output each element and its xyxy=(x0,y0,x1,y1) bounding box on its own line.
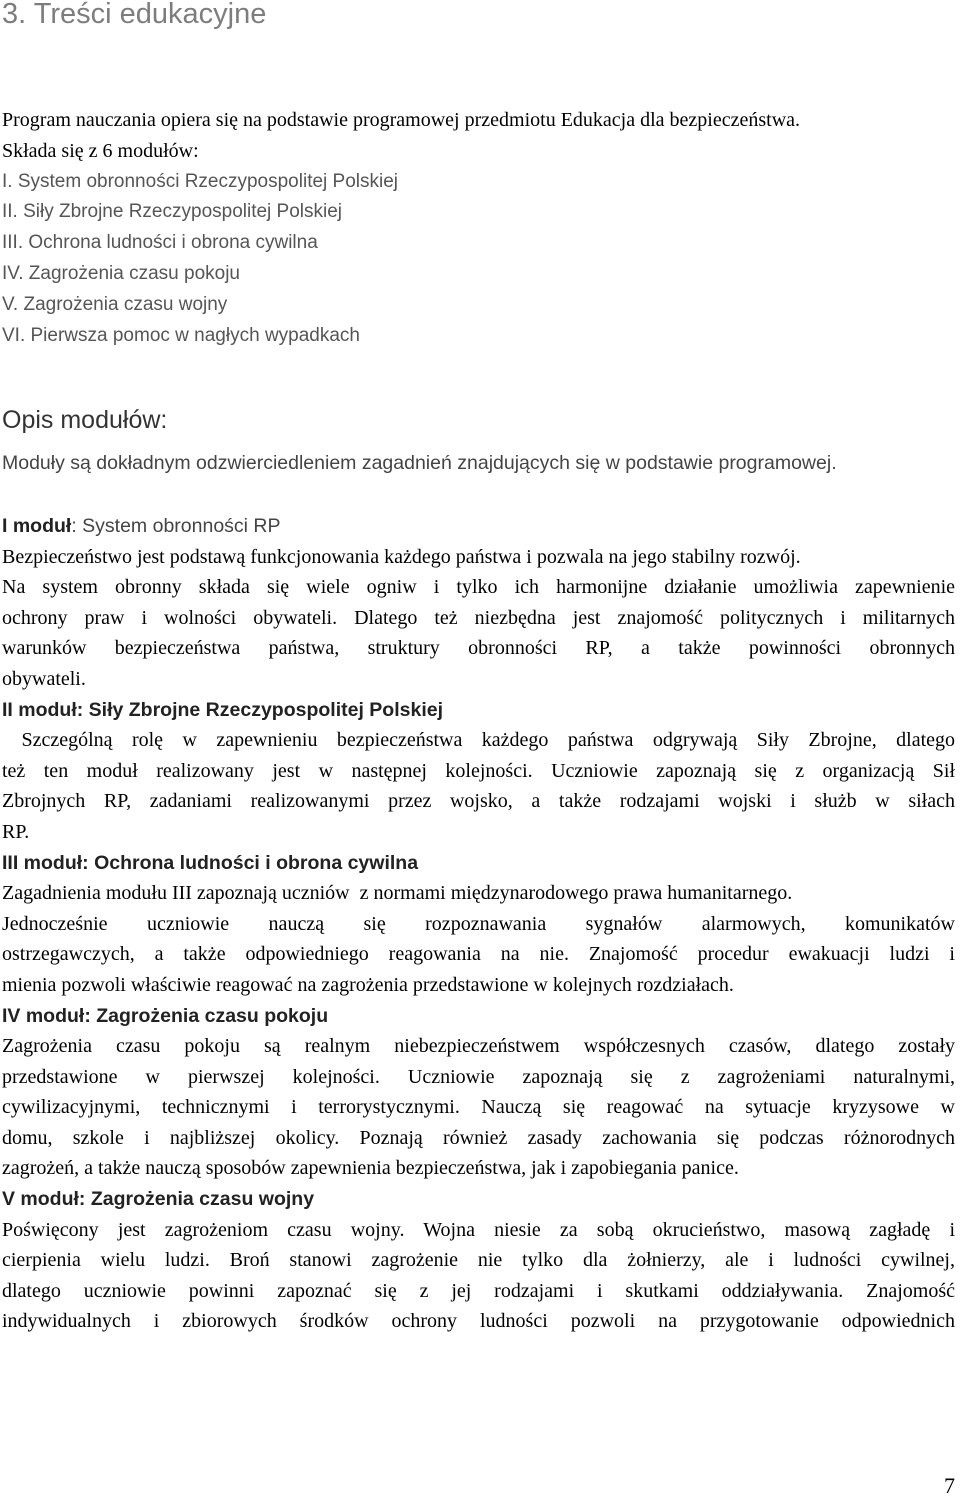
module-1-title: : System obronności RP xyxy=(71,515,281,537)
intro-line-1: Program nauczania opiera się na podstawie programowej przedmiotu Edukacja dla bezpieczeństwa. xyxy=(2,109,801,131)
module-4-heading xyxy=(2,1001,955,1032)
module-5-title: V moduł: Zagrożenia czasu wojny xyxy=(2,1188,315,1211)
module-1-prefix: I moduł xyxy=(2,515,72,537)
text-line: ochrony praw i wolności obywateli. Dlatego też niezbędna jest znajomość politycznych i militarnych xyxy=(2,606,955,629)
module-1-heading xyxy=(2,511,955,542)
text-line: zagrożeń, a także nauczą sposobów zapewnienia bezpieczeństwa, jak i zapobiegania panice. xyxy=(2,1157,739,1180)
text-line: Zbrojnych RP, zadaniami realizowanymi przez wojsko, a także rodzajami wojski i służb w siłach xyxy=(2,790,955,813)
module-list-item: VI. Pierwsza pomoc w nagłych wypadkach xyxy=(2,324,360,346)
module-5-text xyxy=(2,1215,955,1337)
text-line: Szczególną rolę w zapewnieniu bezpieczeństwa każdego państwa odgrywają Siły Zbrojne, dlatego xyxy=(2,729,956,752)
text-line: dlatego uczniowie powinni zapoznać się z jej rodzajami i skutkami oddziaływania. Znajomość xyxy=(2,1279,955,1302)
section-title: 3. Treści edukacyjne xyxy=(2,0,267,30)
page-number: 7 xyxy=(944,1473,955,1498)
intro-block xyxy=(2,105,952,351)
module-list-item: I. System obronności Rzeczypospolitej Polskiej xyxy=(2,170,399,192)
text-line: RP. xyxy=(2,820,30,843)
module-2-title: II moduł: Siły Zbrojne Rzeczypospolitej Polskiej xyxy=(2,698,443,721)
text-line: cywilizacyjnymi, technicznymi i terrorystycznymi. Nauczą się reagować na sytuacje kryzysowe w xyxy=(2,1096,955,1119)
text-line: domu, szkole i najbliższej okolicy. Poznają również zasady zachowania się podczas różnorodnych xyxy=(2,1126,955,1149)
text-line: przedstawione w pierwszej kolejności. Uczniowie zapoznają się z zagrożeniami naturalnymi, xyxy=(2,1065,955,1088)
module-4-text xyxy=(2,1031,955,1184)
module-3-heading xyxy=(2,848,955,879)
module-4-title: IV moduł: Zagrożenia czasu pokoju xyxy=(2,1004,329,1027)
module-5-heading xyxy=(2,1184,955,1215)
module-1-text xyxy=(2,542,955,695)
text-line: Na system obronny składa się wiele ogniw i tylko ich harmonijne działanie umożliwia zapewnienie xyxy=(2,576,955,599)
text-line: Zagadnienia modułu III zapoznają uczniów z normami międzynarodowego prawa humanitarnego. xyxy=(2,882,793,905)
text-line: cierpienia wielu ludzi. Broń stanowi zagrożenie nie tylko dla żołnierzy, ale i ludności cywilnej, xyxy=(2,1249,955,1272)
module-list-item: III. Ochrona ludności i obrona cywilna xyxy=(2,232,318,254)
module-list-item: V. Zagrożenia czasu wojny xyxy=(2,293,228,315)
module-list-item: II. Siły Zbrojne Rzeczypospolitej Polskiej xyxy=(2,201,343,223)
modules-subtitle: Moduły są dokładnym odzwierciedleniem zagadnień znajdujących się w podstawie programowej. xyxy=(2,452,837,474)
text-line: też ten moduł realizowany jest w następnej kolejności. Uczniowie zapoznają się z organizacją Sił xyxy=(2,759,955,782)
module-2-heading xyxy=(2,695,955,726)
text-line: mienia pozwoli właściwie reagować na zagrożenia przedstawione w kolejnych rozdziałach. xyxy=(2,973,734,996)
text-line: Poświęcony jest zagrożeniom czasu wojny. Wojna niesie za sobą okrucieństwo, masową zagładę i xyxy=(2,1218,955,1241)
module-3-title: III moduł: Ochrona ludności i obrona cywilna xyxy=(2,851,419,874)
text-line: Bezpieczeństwo jest podstawą funkcjonowania każdego państwa i pozwala na jego stabilny rozwój. xyxy=(2,545,801,568)
text-line: obywateli. xyxy=(2,667,86,690)
text-line: ostrzegawczych, a także odpowiedniego reagowania na nie. Znajomość procedur ewakuacji ludzi i xyxy=(2,943,955,966)
modules-heading: Opis modułów: xyxy=(2,406,168,434)
text-line: Jednocześnie uczniowie nauczą się rozpoznawania sygnałów alarmowych, komunikatów xyxy=(2,912,955,935)
modules-description xyxy=(2,511,955,1337)
module-list-item: IV. Zagrożenia czasu pokoju xyxy=(2,262,241,284)
intro-line-2: Składa się z 6 modułów: xyxy=(2,139,199,162)
module-3-text xyxy=(2,878,955,1000)
text-line: warunków bezpieczeństwa państwa, struktury obronności RP, a także powinności obronnych xyxy=(2,637,955,660)
text-line: Zagrożenia czasu pokoju są realnym niebezpieczeństwem współczesnych czasów, dlatego zostały xyxy=(2,1035,955,1058)
module-2-text xyxy=(2,725,955,847)
text-line: indywidualnych i zbiorowych środków ochrony ludności pozwoli na przygotowanie odpowiednich xyxy=(2,1310,955,1333)
